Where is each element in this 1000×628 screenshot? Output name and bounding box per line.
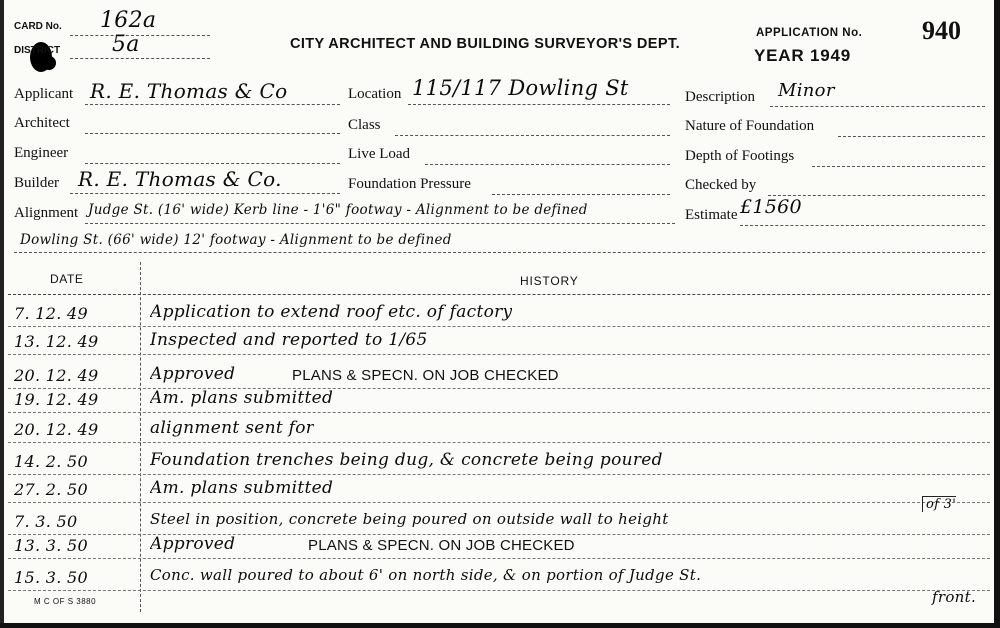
history-rule bbox=[8, 502, 990, 503]
history-date: 7. 12. 49 bbox=[14, 304, 88, 323]
engineer-label: Engineer bbox=[14, 145, 69, 161]
ink-blot bbox=[42, 56, 56, 70]
alignment-label: Alignment bbox=[14, 205, 79, 221]
history-text: Steel in position, concrete being poured on outside wall to height bbox=[150, 510, 669, 528]
location-value: 115/117 Dowling St bbox=[412, 76, 629, 100]
application-label: APPLICATION No. bbox=[756, 27, 863, 39]
estimate-label: Estimate bbox=[685, 207, 738, 223]
history-text: Approved bbox=[150, 534, 236, 554]
location-label: Location bbox=[348, 86, 402, 102]
history-header-rule bbox=[8, 294, 990, 295]
architect-label: Architect bbox=[14, 115, 70, 131]
card-edge-shadow bbox=[0, 0, 4, 628]
nature-of-foundation-label: Nature of Foundation bbox=[685, 118, 815, 134]
history-text: Inspected and reported to 1/65 bbox=[150, 330, 428, 350]
district-value: 5a bbox=[112, 32, 140, 57]
history-text: alignment sent for bbox=[150, 418, 315, 438]
description-line bbox=[770, 106, 985, 107]
history-date: 15. 3. 50 bbox=[14, 568, 88, 587]
history-date: 27. 2. 50 bbox=[14, 480, 88, 499]
card-edge-shadow bbox=[994, 0, 1000, 628]
history-rule bbox=[8, 590, 990, 591]
builder-value: R. E. Thomas & Co. bbox=[78, 167, 282, 191]
engineer-line bbox=[85, 163, 340, 164]
card-no-value: 162a bbox=[100, 8, 157, 33]
card-no-line bbox=[70, 35, 210, 36]
history-date: 19. 12. 49 bbox=[14, 390, 99, 409]
alignment-line-2 bbox=[14, 252, 985, 253]
district-label: DISTRICT bbox=[14, 45, 61, 56]
builder-label: Builder bbox=[14, 175, 59, 191]
history-column-header: HISTORY bbox=[520, 274, 579, 288]
foundation-pressure-label: Foundation Pressure bbox=[348, 176, 471, 192]
estimate-line bbox=[740, 225, 985, 226]
applicant-value: R. E. Thomas & Co bbox=[90, 79, 288, 103]
history-note: of 3' bbox=[922, 496, 956, 512]
application-number: 940 bbox=[922, 16, 961, 45]
history-rule bbox=[8, 442, 990, 443]
history-date: 13. 12. 49 bbox=[14, 332, 99, 351]
form-code: M C OF S 3880 bbox=[34, 597, 97, 606]
history-date: 13. 3. 50 bbox=[14, 536, 88, 555]
foundation-pressure-line bbox=[492, 194, 670, 195]
district-line bbox=[70, 58, 210, 59]
card-edge-shadow bbox=[0, 623, 1000, 628]
history-text: Application to extend roof etc. of factory bbox=[150, 302, 513, 322]
card-no-label: CARD No. bbox=[14, 21, 62, 32]
applicant-line bbox=[85, 104, 340, 105]
history-continuation: front. bbox=[932, 588, 977, 606]
architect-line bbox=[85, 133, 340, 134]
builder-line bbox=[70, 193, 340, 194]
checked-by-label: Checked by bbox=[685, 177, 757, 193]
live-load-line bbox=[425, 164, 670, 165]
description-label: Description bbox=[685, 89, 755, 105]
history-date: 14. 2. 50 bbox=[14, 452, 88, 471]
history-text: Conc. wall poured to about 6' on north side, & on portion of Judge St. bbox=[150, 566, 702, 584]
date-column-header: DATE bbox=[50, 272, 84, 286]
history-rule bbox=[8, 354, 990, 355]
class-label: Class bbox=[348, 117, 381, 133]
history-rule bbox=[8, 412, 990, 413]
plans-checked-stamp: PLANS & SPECN. ON JOB CHECKED bbox=[292, 367, 559, 384]
nature-of-foundation-line bbox=[838, 136, 985, 137]
year-label: YEAR 1949 bbox=[754, 46, 851, 65]
history-text: Approved bbox=[150, 364, 236, 384]
applicant-label: Applicant bbox=[14, 86, 74, 102]
history-text: Am. plans submitted bbox=[150, 478, 334, 498]
alignment-line bbox=[85, 223, 675, 224]
live-load-label: Live Load bbox=[348, 146, 411, 162]
alignment-value-line2: Dowling St. (66' wide) 12' footway - Alignment to be defined bbox=[20, 232, 452, 248]
description-value: Minor bbox=[778, 80, 835, 101]
history-rule bbox=[8, 326, 990, 327]
department-title: CITY ARCHITECT AND BUILDING SURVEYOR'S DEPT. bbox=[290, 36, 681, 52]
plans-checked-stamp: PLANS & SPECN. ON JOB CHECKED bbox=[308, 537, 575, 554]
depth-of-footings-label: Depth of Footings bbox=[685, 148, 795, 164]
date-column-divider bbox=[140, 262, 141, 612]
history-text: Foundation trenches being dug, & concrete being poured bbox=[150, 450, 663, 470]
depth-of-footings-line bbox=[812, 166, 985, 167]
history-text: Am. plans submitted bbox=[150, 388, 334, 408]
history-date: 20. 12. 49 bbox=[14, 420, 99, 439]
alignment-value-line1: Judge St. (16' wide) Kerb line - 1'6" footway - Alignment to be defined bbox=[88, 202, 588, 218]
history-date: 20. 12. 49 bbox=[14, 366, 99, 385]
estimate-value: £1560 bbox=[740, 196, 802, 218]
history-rule bbox=[8, 474, 990, 475]
history-rule bbox=[8, 558, 990, 559]
location-line bbox=[408, 104, 670, 105]
class-line bbox=[395, 135, 670, 136]
history-date: 7. 3. 50 bbox=[14, 512, 78, 531]
